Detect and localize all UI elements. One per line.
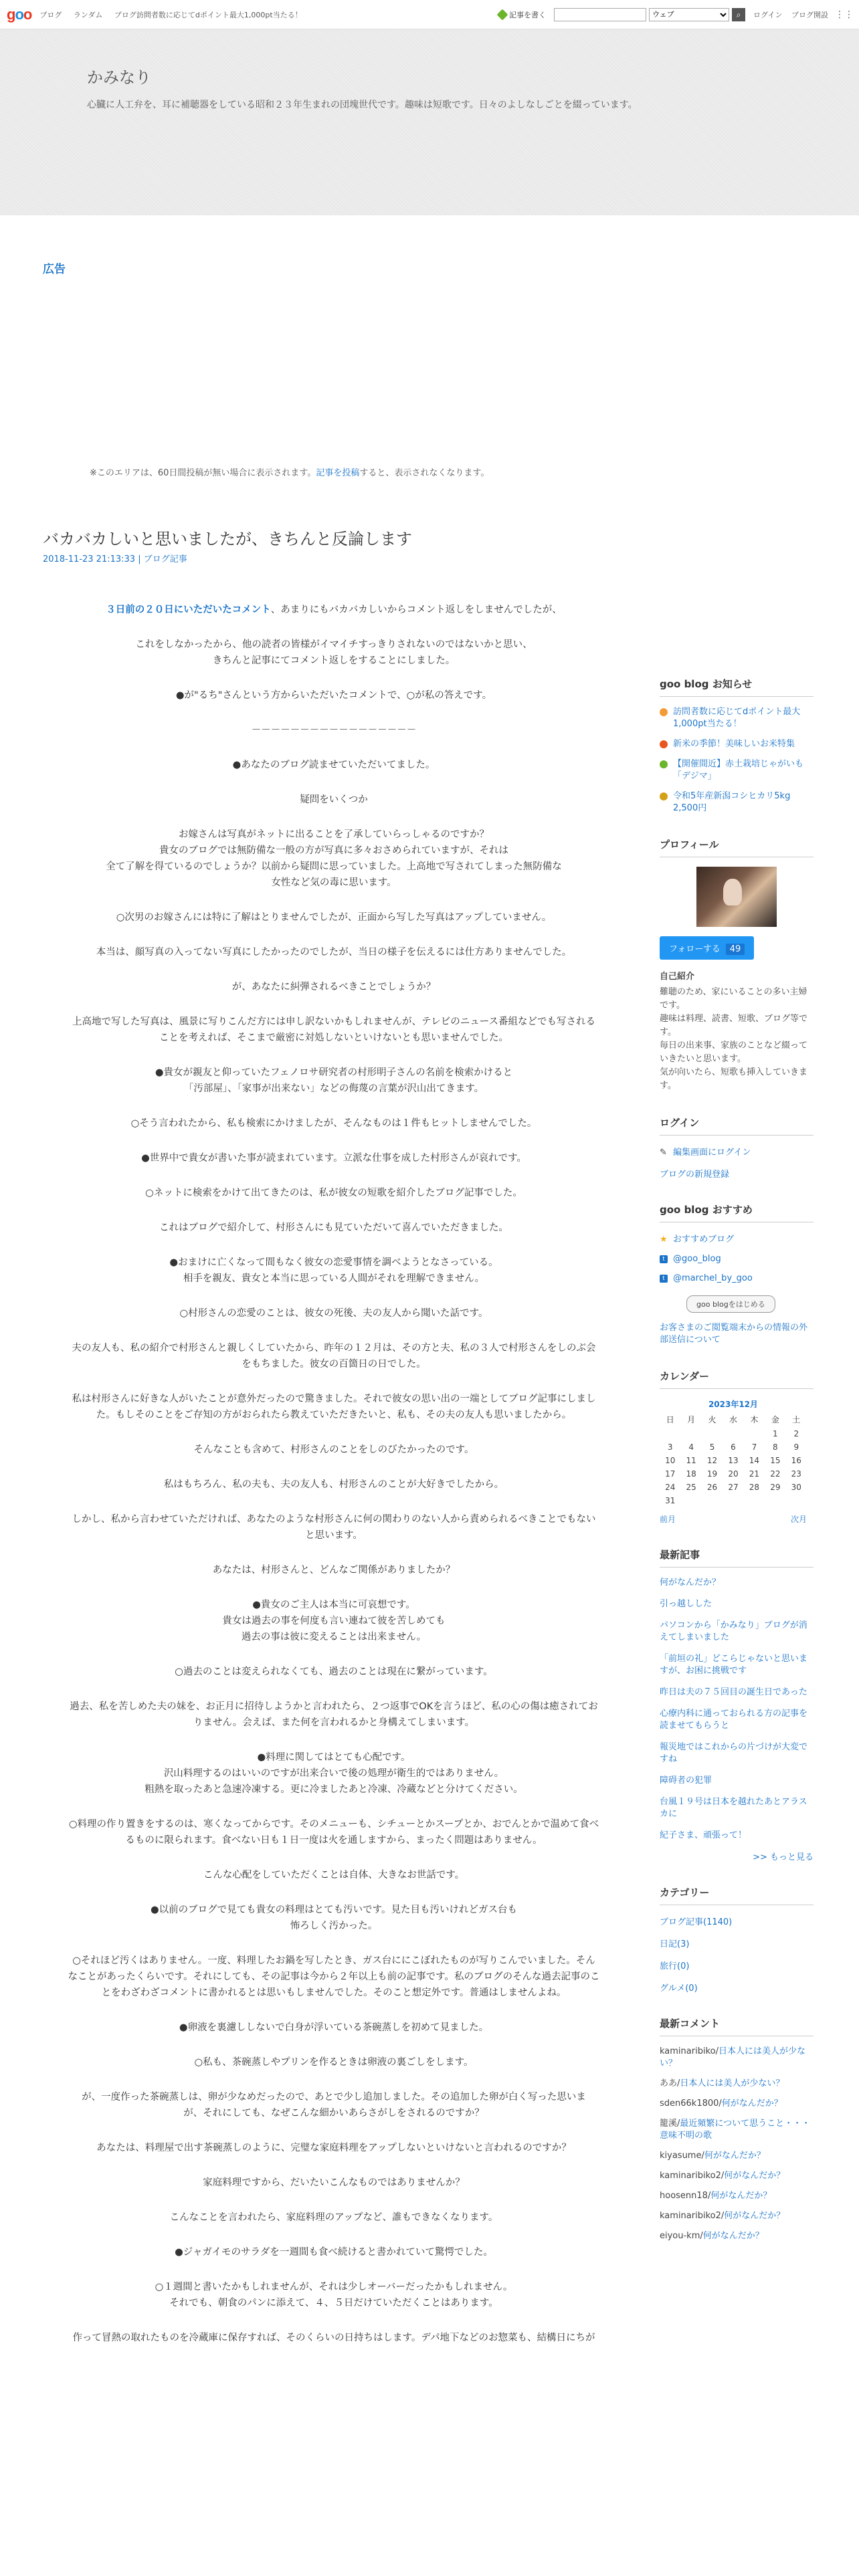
calendar-day: 6	[731, 1442, 736, 1452]
notice-text: 令和5年産新潟コシヒカリ5kg 2,500円	[673, 791, 791, 813]
blog-description: 心臓に人工弁を、耳に補聴器をしている昭和２３年生まれの団塊世代です。趣味は短歌です。日々のよしなしごとを綴っています。	[87, 100, 638, 110]
recent-post-link[interactable]: 障碍者の犯罪	[660, 1776, 712, 1786]
calendar-day: 5	[709, 1442, 715, 1452]
article-paragraph: ●貴女が親友と仰っていたフェノロサ研究者の村形明子さんの名前を検索かけると 「汚部屋」、「家事が出来ない」などの侮蔑の言葉が沢山出てきます。	[155, 1067, 513, 1094]
calendar-day: 20	[728, 1469, 739, 1479]
calendar-day: 10	[665, 1456, 676, 1465]
calendar-day: 22	[770, 1469, 781, 1479]
calendar-day: 24	[665, 1483, 676, 1492]
article-paragraph: これをしなかったから、他の読者の皆様がイマイチすっきりされないのではないかと思い、 きちんと記事にてコメント返しをすることにしました。	[135, 639, 533, 666]
article-paragraph: ●料理に関してはとても心配です。 沢山料理するのはいいのですが出来合いで後の処理が衛生的ではありません。 粗熱を取ったあと急速冷凍する。更に冷ましたあと冷凍、冷蔵などと分けてください。	[145, 1752, 523, 1795]
comment-post-link[interactable]: 何がなんだか？	[704, 2151, 765, 2161]
ad-note-text: ※このエリアは、60日間投稿が無い場合に表示されます。	[90, 468, 316, 478]
calendar-weekday: 火	[708, 1415, 717, 1424]
notice-text: 【開催間近】赤土栽培じゃがいも「デジマ」	[673, 759, 804, 781]
comment-entry	[660, 2078, 814, 2090]
search-input[interactable]	[554, 8, 646, 21]
comment-author[interactable]: hoosenn18/	[660, 2191, 711, 2201]
ad-label: 広告	[43, 263, 66, 276]
calendar-day: 30	[791, 1483, 801, 1492]
article-paragraph: ●おまけに亡くなって間もなく彼女の恋愛事情を調べようとなさっている。 相手を親友、貴女と本当に思っている人間がそれを理解できません。	[169, 1257, 498, 1284]
comment-post-link[interactable]: 最近頻繁について思うこと・・・意味不明の歌	[660, 2119, 811, 2141]
article-date: 2018-11-23 21:13:33	[43, 554, 136, 564]
article-paragraph: 作って冒熱の取れたものを冷蔵庫に保存すれば、そのくらいの日持ちはします。デパ地下などのお惣菜も、結構日にちが	[72, 2333, 595, 2343]
calendar-weekday: 木	[750, 1415, 759, 1424]
calendar-day: 23	[791, 1469, 801, 1479]
recent-post-link[interactable]: 「前垣の礼」どこらじゃないと思いますが、お困に挑戦です	[660, 1654, 808, 1676]
article-paragraph: ○過去のことは変えられなくても、過去のことは現在に繋がっています。	[175, 1667, 493, 1677]
follow-button[interactable]	[660, 936, 754, 960]
category-link[interactable]: グルメ(0)	[660, 1983, 698, 1994]
notice-text: 新米の季節！美味しいお米特集	[673, 739, 795, 749]
comment-entry	[660, 2118, 814, 2142]
account-links	[753, 9, 835, 20]
comment-entry	[660, 2098, 814, 2110]
comments-heading: 最新コメント	[660, 2016, 814, 2036]
calendar-weekday: 月	[687, 1415, 696, 1424]
article-paragraph: 上高地で写した写真は、風景に写りこんだ方には申し訳ないかもしれませんが、テレビのニュース番組などでも写される ことを考えれば、そこまで厳密に対処しないといけないとも思いませんでした。	[72, 1016, 595, 1043]
top-nav	[39, 9, 311, 20]
notice-item[interactable]	[660, 706, 814, 730]
recent-post-link[interactable]: 引っ越しした	[660, 1599, 712, 1609]
post-article-link[interactable]: 記事を投稿	[316, 468, 360, 478]
article-paragraph: あなたは、村形さんと、どんなご関係がありましたか？	[212, 1565, 456, 1576]
ad-note	[90, 465, 489, 478]
pencil-icon	[497, 9, 508, 21]
article-paragraph: ○料理の作り置きをするのは、寒くなってからです。そのメニューも、シチューとかスープとか、おでんとかで温めて食べ るものに限られます。食べない日も１日一度は火を通しますから、まったく問題はありません。	[68, 1819, 599, 1846]
comments-section	[660, 2016, 814, 2242]
calendar-weekday: 土	[792, 1415, 801, 1424]
calendar-day	[702, 1496, 723, 1505]
article-paragraph: お嫁さんは写真がネットに出ることを了承していらっしゃるのですか？ 貴女のブログでは無防備な一般の方が写真に多々おさめられていますが、それは 全て了解を得ているのでしょうか？以前から疑問に思っていました。上高地で写されてしまった無防備な 女性など気の毒に思います。	[106, 829, 562, 888]
twitter-goo-blog-link[interactable]	[660, 1254, 814, 1264]
article-paragraph: ●世界中で貴女が書いた事が読まれています。立派な仕事を成した村形さんが哀れです。	[141, 1153, 527, 1164]
notice-item[interactable]	[660, 790, 814, 815]
calendar-day: 16	[791, 1456, 801, 1465]
calendar-month: 2023年12月	[708, 1400, 759, 1409]
comment-entry	[660, 2150, 814, 2162]
recent-post-link[interactable]: 台風１９号は日本を越れたあとアラスカに	[660, 1797, 807, 1819]
comment-post-link[interactable]: 日本人には美人が少ない？	[680, 2078, 785, 2088]
article-text: 、あまりにもバカバカしいからコメント返しをしませんでしたが、	[270, 605, 562, 615]
notice-text: 訪問者数に応じてdポイント最大1,000pt当たる！	[673, 707, 801, 729]
recommend-blog-label[interactable]: おすすめブログ	[673, 1235, 735, 1245]
recent-post-link[interactable]: 何がなんだか？	[660, 1578, 721, 1588]
recommend-heading: goo blog おすすめ	[660, 1202, 814, 1222]
twitter-marchel-link[interactable]	[660, 1273, 814, 1283]
article-paragraph: 家庭料理ですから、だいたいこんなものではありませんか？	[203, 2177, 465, 2188]
login-heading: ログイン	[660, 1115, 814, 1136]
star-icon: ★	[660, 1234, 668, 1245]
calendar-day: 15	[770, 1456, 781, 1465]
login-section	[660, 1115, 814, 1180]
search-scope-select[interactable]	[649, 8, 729, 21]
comment-author[interactable]: kiyasume/	[660, 2151, 704, 2161]
comment-post-link[interactable]: 何がなんだか？	[724, 2211, 785, 2221]
comment-post-link[interactable]: 何がなんだか？	[724, 2171, 785, 2181]
calendar-day: 19	[706, 1469, 718, 1479]
article-paragraph: こんなことを言われたら、家庭料理のアップなど、誰もできなくなります。	[169, 2212, 498, 2223]
edit-login-link[interactable]	[660, 1145, 814, 1158]
comment-author[interactable]: sden66k1800/	[660, 2099, 722, 2109]
comment-author[interactable]: kaminaribiko/	[660, 2046, 719, 2056]
comment-author[interactable]: kaminaribiko2/	[660, 2211, 725, 2221]
calendar-day: 17	[665, 1469, 676, 1479]
comment-link[interactable]: ３日前の２０日にいただいたコメント	[106, 605, 271, 615]
category-link[interactable]: ブログ記事(1140)	[660, 1917, 733, 1927]
recent-section	[660, 1547, 814, 1862]
calendar-day	[723, 1429, 743, 1438]
search-button[interactable]: ⌕	[732, 8, 745, 21]
calendar-day: 29	[770, 1483, 781, 1492]
article-paragraph: しかし、私から言わせていただければ、あなたのような村形さんに何の関わりのない人から責められるべきことでもない と思います。	[72, 1514, 596, 1541]
calendar-next-link[interactable]: 次月	[790, 1515, 807, 1524]
article-paragraph: ○それほど汚くはありません。一度、料理したお鍋を写したとき、ガス台ににこぼれたものが写りこんでいました。そん なことがあったくらいです。それにしても、その記事は今から２年以上も前の記事です。私のブログのそんな過去記事のこ とをわざわざコメントに書かれるとは思いもしませんでした。そのこと想定外です。普通はしませんよね。	[68, 1955, 600, 1998]
notice-item[interactable]	[660, 738, 814, 750]
calendar-day: 13	[728, 1456, 739, 1465]
article-title[interactable]: バカバカしいと思いましたが、きちんと反論します	[43, 530, 412, 548]
calendar	[660, 1398, 807, 1525]
calendar-weekday: 水	[729, 1415, 737, 1424]
calendar-day: 28	[749, 1483, 760, 1492]
nav-campaign[interactable]: ブログ訪問者数に応じてdポイント最大1,000pt当たる！	[114, 10, 302, 19]
article-paragraph: ●卵液を裏濾ししないで白身が浮いている茶碗蒸しを初めて見ました。	[179, 2022, 489, 2033]
article-paragraph: ●ジャガイモのサラダを一週間も食べ続けると書かれていて驚愕でした。	[175, 2247, 493, 2258]
recent-post-link[interactable]: パソコンから「かみなり」ブログが消えてしまいました	[660, 1620, 807, 1642]
calendar-nav	[660, 1513, 807, 1525]
article-paragraph: 疑問をいくつか	[300, 794, 368, 805]
article-paragraph: －－－－－－－－－－－－－－－－－	[251, 725, 417, 736]
article-paragraph	[43, 602, 625, 618]
notice-icon	[660, 792, 668, 800]
calendar-day: 31	[665, 1496, 676, 1505]
more-recent-link[interactable]: >> もっと見る	[753, 1852, 814, 1862]
blog-header	[0, 29, 859, 215]
article-paragraph: ○ネットに検索をかけて出てきたのは、私が彼女の短歌を紹介したブログ記事でした。	[145, 1188, 522, 1198]
comment-post-link[interactable]: 何がなんだか？	[721, 2099, 783, 2109]
calendar-day: 3	[667, 1442, 673, 1452]
calendar-day	[723, 1496, 743, 1505]
comment-entry	[660, 2170, 814, 2182]
article-meta: 2018-11-23 21:13:33 | ブログ記事	[43, 554, 187, 564]
login-link[interactable]: ログイン	[753, 11, 783, 19]
comment-author[interactable]: ああ/	[660, 2078, 680, 2088]
calendar-day: 2	[793, 1429, 799, 1438]
article-paragraph: 本当は、顔写真の入ってない写真にしたかったのでしたが、当日の様子を伝えるには仕方ありませんでした。	[96, 947, 572, 958]
article-paragraph: ○村形さんの恋愛のことは、彼女の死後、夫の友人から聞いた話です。	[179, 1308, 488, 1319]
recent-heading: 最新記事	[660, 1547, 814, 1568]
toolbar-right	[498, 0, 854, 29]
calendar-day: 11	[686, 1456, 696, 1465]
article-body	[43, 602, 625, 2365]
edit-login-label[interactable]: 編集画面にログイン	[673, 1148, 751, 1158]
calendar-day: 25	[686, 1483, 696, 1492]
comment-post-link[interactable]: 何がなんだか？	[710, 2191, 772, 2201]
signup-link[interactable]: ブログ開設	[791, 11, 828, 19]
comment-author[interactable]: kaminaribiko2/	[660, 2171, 725, 2181]
nav-blog[interactable]: ブログ	[39, 10, 62, 19]
comment-entry	[660, 2046, 814, 2070]
start-goo-blog-button[interactable]: goo blogをはじめる	[686, 1295, 775, 1313]
notice-icon	[660, 708, 668, 716]
calendar-day	[660, 1429, 680, 1438]
notice-icon	[660, 740, 668, 748]
article-paragraph: 夫の友人も、私の紹介で村形さんと親しくしていたから、昨年の１２月は、その方と夫、私の３人で村形さんをしのぶ会 をもちました。彼女の百箇日の日でした。	[72, 1343, 596, 1370]
calendar-day	[744, 1496, 765, 1505]
calendar-day	[744, 1429, 765, 1438]
comment-author[interactable]: 籠溪/	[660, 2119, 680, 2129]
calendar-day: 27	[728, 1483, 739, 1492]
calendar-day: 14	[749, 1456, 760, 1465]
article-paragraph: ●以前のブログで見ても貴女の料理はとても汚いです。見た目も汚いけれどガス台も 怖ろしく汚かった。	[151, 1905, 517, 1931]
follow-label: フォローする	[669, 944, 721, 954]
blog-title[interactable]: かみなり	[87, 68, 151, 87]
article-paragraph: そんなことも含めて、村形さんのことをしのびたかったのです。	[193, 1444, 474, 1455]
recent-post-link[interactable]: 心療内科に通っておられる方の記事を読ませてもらうと	[660, 1709, 808, 1731]
comment-entry	[660, 2210, 814, 2222]
follower-count: 49	[726, 944, 745, 955]
calendar-grid	[660, 1414, 807, 1505]
comment-entry	[660, 2230, 814, 2242]
calendar-day	[680, 1429, 701, 1438]
calendar-day: 12	[706, 1456, 718, 1465]
recent-post-link[interactable]: 紀子さま、頑張って！	[660, 1830, 747, 1840]
pen-icon: ✎	[660, 1147, 667, 1158]
calendar-prev-link[interactable]: 前月	[660, 1515, 676, 1524]
category-section	[660, 1885, 814, 1994]
calendar-day	[680, 1496, 701, 1505]
notice-item[interactable]	[660, 758, 814, 782]
calendar-day: 7	[751, 1442, 757, 1452]
article-paragraph: 私はもちろん、私の夫も、夫の友人も、村形さんのことが大好きでしたから。	[163, 1479, 504, 1490]
article-paragraph: ●貴女のご主人は本当に可哀想です。 貴女は過去の事を何度も言い連ねて彼を苦しめても 過去の事は彼に変えることは出来ません。	[222, 1600, 446, 1642]
article-paragraph: ○次男のお嫁さんには特に了解はとりませんでしたが、正面から写した写真はアップしていません。	[116, 912, 552, 923]
comment-post-link[interactable]: 日本人には美人が少ない？	[660, 2046, 805, 2068]
notice-icon	[660, 760, 668, 768]
sidebar	[660, 677, 814, 2265]
global-toolbar	[0, 0, 859, 29]
recent-post-link[interactable]: 昨日は夫の７５回目の誕生日であった	[660, 1687, 807, 1697]
calendar-weekday: 日	[666, 1415, 674, 1424]
calendar-day: 1	[773, 1429, 778, 1438]
calendar-section	[660, 1369, 814, 1525]
register-link[interactable]	[660, 1167, 814, 1180]
twitter-icon: t	[660, 1275, 668, 1283]
category-link[interactable]: 日記(3)	[660, 1939, 690, 1949]
apps-grid-icon[interactable]: ⋮⋮	[835, 9, 854, 20]
ad-note-text-end: すると、表示されなくなります。	[359, 468, 490, 478]
article-paragraph: ○私も、茶碗蒸しやプリンを作るときは卵液の裏ごしをします。	[194, 2057, 474, 2068]
comment-entry	[660, 2190, 814, 2202]
calendar-weekday: 金	[771, 1415, 779, 1424]
comment-post-link[interactable]: 何がなんだか？	[702, 2231, 764, 2241]
recent-post-link[interactable]: 報災地ではこれからの片づけが大変ですね	[660, 1742, 808, 1764]
category-link[interactable]: 旅行(0)	[660, 1961, 690, 1971]
notice-heading: goo blog お知らせ	[660, 677, 814, 697]
twitter-marchel-label[interactable]: @marchel_by_goo	[673, 1273, 753, 1283]
article-paragraph: ●が"るち"さんという方からいただいたコメントで、○が私の答えです。	[175, 690, 492, 701]
nav-random[interactable]: ランダム	[73, 10, 103, 19]
register-label[interactable]: ブログの新規登録	[660, 1170, 730, 1180]
article-paragraph: が、一度作った茶碗蒸しは、卵が少なめだったので、あとで少し追加しました。その追加した卵が白く写った思いま が、それにしても、なぜこんな細かいあらさがしをされるのですか？	[82, 2092, 586, 2119]
article-paragraph: ○１週間と書いたかもしれませんが、それは少しオーバーだったかもしれません。 それでも、朝食のパンに添えて、４、５日だけていただくことはあります。	[155, 2282, 513, 2309]
write-post-link[interactable]	[498, 9, 546, 20]
calendar-day: 26	[706, 1483, 718, 1492]
article-paragraph: あなたは、料理屋で出す茶碗蒸しのように、完璧な家庭料理をアップしないといけないと言われるのですか？	[96, 2143, 571, 2153]
calendar-day: 9	[793, 1442, 799, 1452]
write-post-label: 記事を書く	[509, 11, 547, 19]
article-paragraph: ●あなたのブログ読ませていただいてました。	[232, 760, 436, 770]
recommend-section	[660, 1202, 814, 1346]
calendar-day: 18	[686, 1469, 696, 1479]
article-category-link[interactable]: ブログ記事	[143, 554, 187, 564]
external-transmission-link[interactable]: お客さまのご閲覧端末からの情報の外部送信について	[660, 1323, 808, 1345]
twitter-icon: t	[660, 1255, 668, 1263]
intro-text: 難聴のため、家にいることの多い主婦です。 趣味は料理、読書、短歌、ブログ等です。 毎日の出来事、家族のことなど綴っていきたいと思います。 気が向いたら、短歌も挿入していきます。	[660, 987, 808, 1091]
calendar-day	[702, 1429, 723, 1438]
goo-logo[interactable]: goo	[7, 5, 32, 23]
article-paragraph: こんな心配をしていただくことは自体、大きなお世話です。	[203, 1870, 465, 1881]
calendar-day	[786, 1496, 807, 1505]
profile-photo	[696, 867, 777, 927]
twitter-goo-blog-label[interactable]: @goo_blog	[673, 1254, 721, 1264]
recommend-blog-link[interactable]	[660, 1232, 814, 1245]
article-paragraph: 私は村形さんに好きな人がいたことが意外だったので驚きました。それで彼女の思い出の一端としてブログ記事にしまし た。もしそのことをご存知の方がおられたら教えていただきたいと、私も、その夫の友人も思いましたから。	[72, 1394, 596, 1420]
calendar-day	[765, 1496, 785, 1505]
calendar-day: 21	[749, 1469, 760, 1479]
comment-author[interactable]: eiyou-km/	[660, 2231, 703, 2241]
article-paragraph: が、あなたに糾弾されるべきことでしょうか？	[231, 982, 436, 992]
calendar-day: 8	[773, 1442, 778, 1452]
article-paragraph: 過去、私を苦しめた夫の妹を、お正月に招待しようかと言われたら、２つ返事でOKを言うほど、私の心の傷は癒されてお りません。会えば、また何を言われるかと身構えてしまいます。	[70, 1701, 598, 1728]
calendar-heading: カレンダー	[660, 1369, 814, 1389]
article-paragraph: これはブログで紹介して、村形さんにも見ていただいて喜んでいただきました。	[159, 1222, 508, 1233]
profile-section	[660, 837, 814, 1093]
profile-heading: プロフィール	[660, 837, 814, 857]
intro-heading: 自己紹介	[660, 972, 695, 982]
article-paragraph: ○そう言われたから、私も検索にかけましたが、そんなものは１件もヒットしませんでした。	[130, 1118, 537, 1129]
notice-section	[660, 677, 814, 815]
category-heading: カテゴリー	[660, 1885, 814, 1905]
calendar-day: 4	[688, 1442, 694, 1452]
